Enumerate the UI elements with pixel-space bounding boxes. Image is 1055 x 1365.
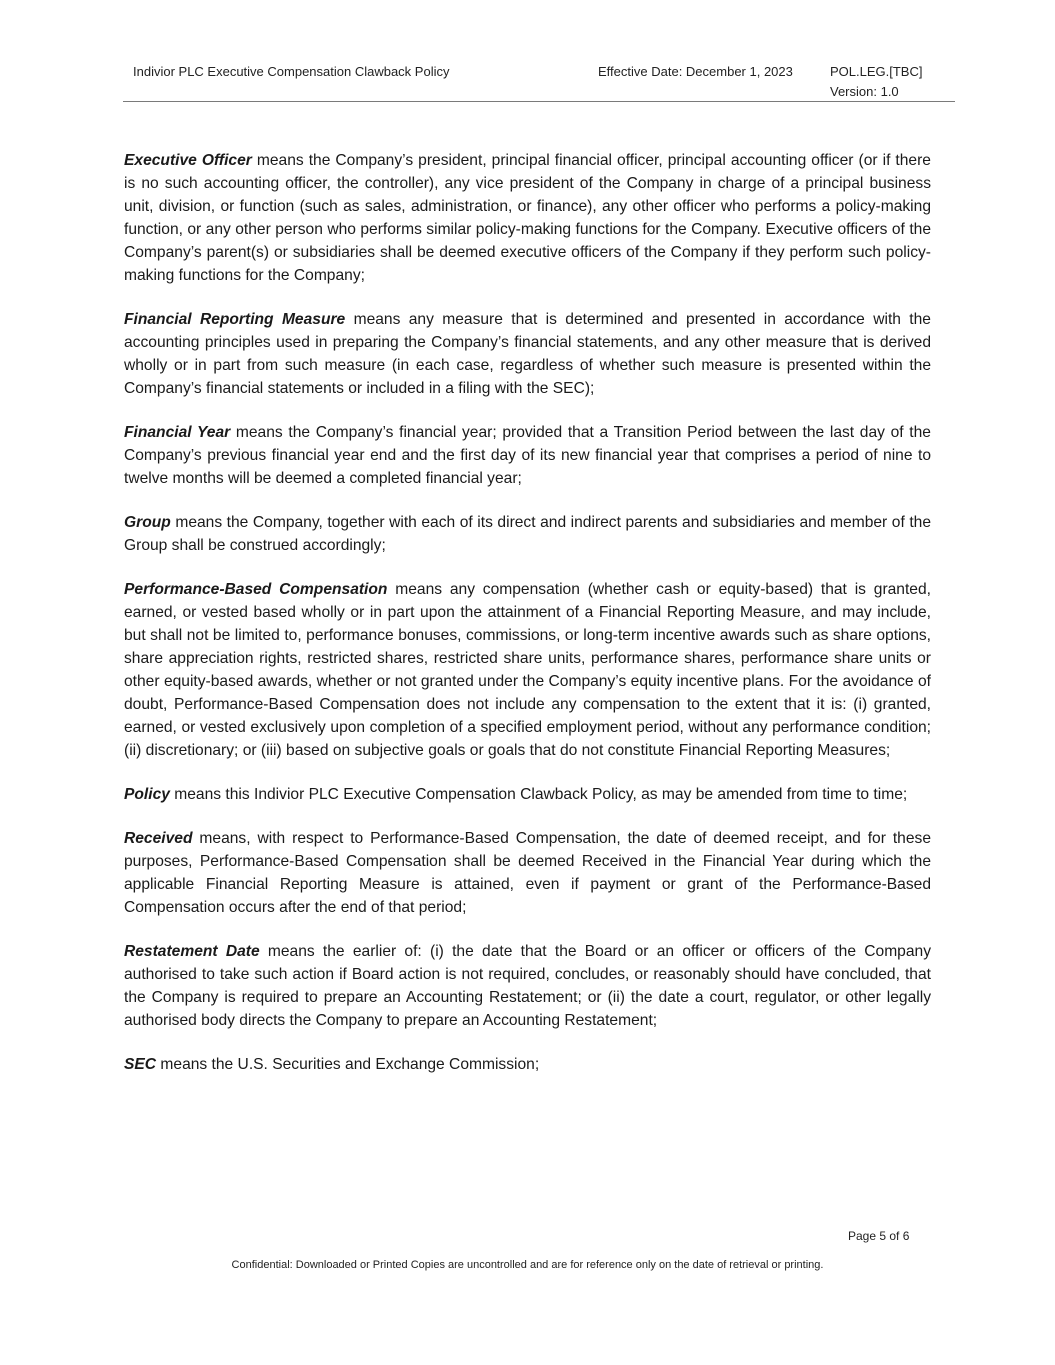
definition-text: means the Company, together with each of its direct and indirect parents and subsidiaries and member of the Group shall be construed accordingly;	[124, 514, 931, 554]
definition-term: Financial Reporting Measure	[124, 311, 346, 328]
definition-policy	[124, 783, 931, 806]
definition-sec	[124, 1053, 931, 1076]
header-policy-code: POL.LEG.[TBC]	[830, 64, 923, 79]
definition-performance-based-compensation	[124, 578, 931, 762]
definition-text: means the Company’s financial year; provided that a Transition Period between the last day of the Company’s previous financial year end and the first day of its new financial year that comprises a period of nine to twelve months will be deemed a completed financial year;	[124, 424, 931, 487]
definition-term: Executive Officer	[124, 152, 252, 169]
definition-text: means the earlier of: (i) the date that the Board or an officer or officers of the Company authorised to take such action if Board action is not required, concludes, or reasonably should have concluded, that the Company is required to prepare an Accounting Restatement; or (ii) the date a court, regulator, or other legally authorised body directs the Company to prepare an Accounting Restatement;	[124, 943, 931, 1029]
definition-executive-officer	[124, 149, 931, 287]
definition-financial-reporting-measure	[124, 308, 931, 400]
definition-text: means the Company’s president, principal financial officer, principal accounting officer (or if there is no such accounting officer, the controller), any vice president of the Company in charge of a principal business unit, division, or function (such as sales, administration, or finance), any other officer who performs a policy-making function, or any other person who performs similar policy-making functions for the Company. Executive officers of the Company’s parent(s) or subsidiaries shall be deemed executive officers of the Company if they perform such policy-making functions for the Company;	[124, 152, 931, 284]
header-version: Version: 1.0	[830, 84, 899, 99]
definition-financial-year	[124, 421, 931, 490]
confidentiality-notice: Confidential: Downloaded or Printed Copies are uncontrolled and are for reference only on the date of retrieval or printing.	[231, 1259, 824, 1271]
definition-term: SEC	[124, 1056, 157, 1073]
definition-received	[124, 827, 931, 919]
definition-text: means the U.S. Securities and Exchange Commission;	[156, 1056, 540, 1073]
header-policy-title: Indivior PLC Executive Compensation Clawback Policy	[133, 64, 450, 79]
definition-term: Received	[124, 830, 193, 847]
definitions-list	[124, 149, 931, 1097]
definition-restatement-date	[124, 940, 931, 1032]
page-header	[123, 60, 955, 102]
page-number: Page 5 of 6	[848, 1229, 910, 1243]
definition-term: Policy	[124, 786, 170, 803]
definition-text: means this Indivior PLC Executive Compensation Clawback Policy, as may be amended from time to time;	[169, 786, 908, 803]
definition-term: Group	[124, 514, 171, 531]
definition-term: Restatement Date	[124, 943, 260, 960]
definition-term: Financial Year	[124, 424, 231, 441]
definition-term: Performance-Based Compensation	[124, 581, 388, 598]
definition-group	[124, 511, 931, 557]
definition-text: means any measure that is determined and presented in accordance with the accounting principles used in preparing the Company’s financial statements, and any other measure that is derived wholly or in part from such measure (in each case, regardless of whether such measure is presented within the Company’s financial statements or included in a filing with the SEC);	[124, 311, 931, 397]
definition-text: means any compensation (whether cash or equity-based) that is granted, earned, or vested based wholly or in part upon the attainment of a Financial Reporting Measure, and may include, but shall not be limited to, performance bonuses, commissions, or long-term incentive awards such as share options, share appreciation rights, restricted shares, restricted share units, performance shares, performance share units or other equity-based awards, whether or not granted under the Company’s equity incentive plans. For the avoidance of doubt, Performance-Based Compensation does not include any compensation to the extent that it is: (i) granted, earned, or vested exclusively upon completion of a specified employment period, without any performance condition; (ii) discretionary; or (iii) based on subjective goals or goals that do not constitute Financial Reporting Measures;	[124, 581, 931, 759]
header-effective-date: Effective Date: December 1, 2023	[598, 64, 793, 79]
definition-text: means, with respect to Performance-Based Compensation, the date of deemed receipt, and for these purposes, Performance-Based Compensation shall be deemed Received in the Financial Year during which the applicable Financial Reporting Measure is attained, even if payment or grant of the Performance-Based Compensation occurs after the end of that period;	[124, 830, 931, 916]
